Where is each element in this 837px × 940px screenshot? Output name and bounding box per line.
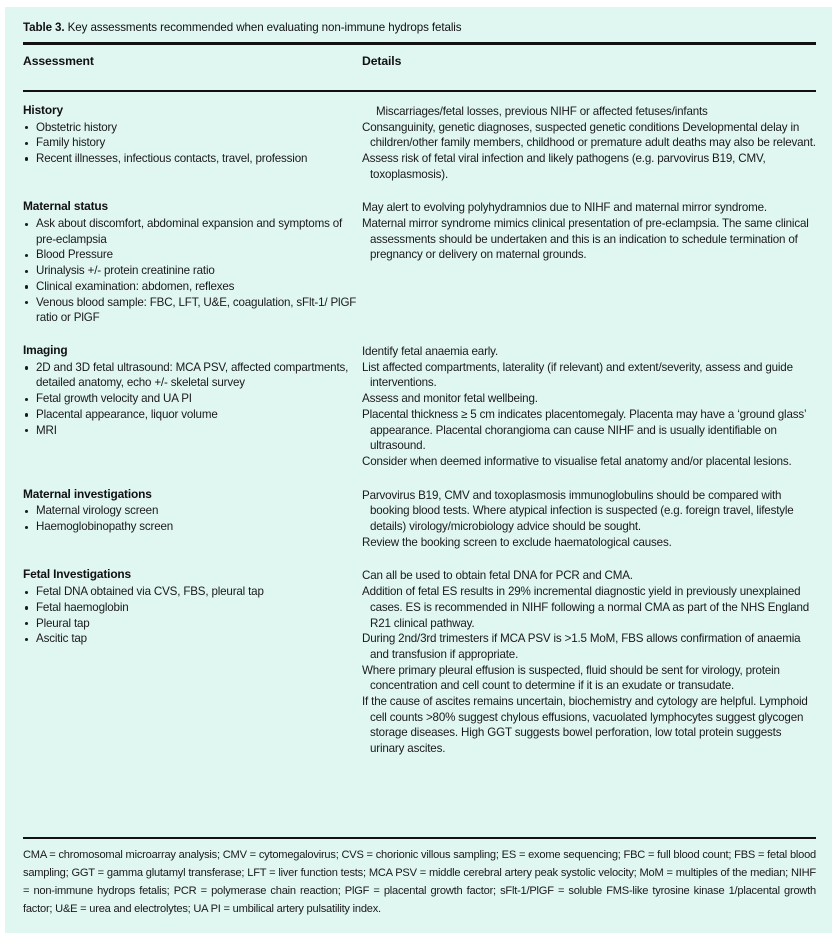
list-item: MRI bbox=[23, 423, 362, 439]
column-header-assessment: Assessment bbox=[23, 53, 94, 68]
detail-paragraph: Maternal mirror syndrome mimics clinical presentation of pre-eclampsia. The same clinical assessments should be undertaken and this is an indication to schedule termination of pregnancy or delivery on maternal grounds. bbox=[362, 217, 809, 262]
table-caption-text: Key assessments recommended when evaluating non-immune hydrops fetalis bbox=[67, 21, 462, 34]
detail-paragraph: Identify fetal anaemia early. bbox=[362, 345, 498, 358]
list-item: Ask about discomfort, abdominal expansion and symptoms of pre-eclampsia bbox=[23, 216, 362, 247]
table-body bbox=[23, 92, 816, 757]
section-title: Fetal Investigations bbox=[23, 567, 132, 582]
section-title: Maternal status bbox=[23, 199, 108, 214]
list-item: Family history bbox=[23, 135, 362, 151]
table-container bbox=[5, 7, 832, 933]
list-item: Ascitic tap bbox=[23, 631, 362, 647]
assessment-cell bbox=[23, 567, 362, 647]
detail-paragraph: Assess and monitor fetal wellbeing. bbox=[362, 392, 538, 406]
section-spacer bbox=[23, 326, 816, 343]
details-cell bbox=[362, 199, 816, 263]
section-title: History bbox=[23, 102, 63, 117]
list-item: 2D and 3D fetal ultrasound: MCA PSV, affected compartments, detailed anatomy, echo +/- skeletal survey bbox=[23, 360, 362, 391]
table-caption bbox=[23, 7, 816, 42]
list-item: Fetal DNA obtained via CVS, FBS, pleural tap bbox=[23, 584, 362, 600]
assessment-cell bbox=[23, 487, 362, 535]
table-row bbox=[23, 199, 816, 326]
detail-paragraph: During 2nd/3rd trimesters if MCA PSV is >1.5 MoM, FBS allows confirmation of anaemia and transfusion if appropriate. bbox=[362, 632, 801, 661]
list-item: Fetal haemoglobin bbox=[23, 600, 362, 616]
list-item: Venous blood sample: FBC, LFT, U&E, coagulation, sFlt-1/ PlGF ratio or PlGF bbox=[23, 295, 362, 326]
section-title: Imaging bbox=[23, 343, 68, 357]
list-item: Urinalysis +/- protein creatinine ratio bbox=[23, 263, 362, 279]
details-cell bbox=[362, 343, 816, 470]
table-row bbox=[23, 103, 816, 183]
assessment-cell bbox=[23, 343, 362, 438]
assessment-list bbox=[23, 584, 362, 647]
detail-paragraph: Consider when deemed informative to visualise fetal anatomy and/or placental lesions. bbox=[362, 454, 792, 468]
detail-paragraph: List affected compartments, laterality (if relevant) and extent/severity, assess and guide interventions. bbox=[362, 360, 793, 390]
list-item: Maternal virology screen bbox=[23, 503, 362, 519]
table-inner bbox=[5, 7, 832, 757]
list-item: Clinical examination: abdomen, reflexes bbox=[23, 279, 362, 295]
detail-paragraph: Miscarriages/fetal losses, previous NIHF or affected fetuses/infants bbox=[376, 104, 708, 118]
table-row bbox=[23, 487, 816, 551]
detail-paragraph: Where primary pleural effusion is suspected, fluid should be sent for virology, protein concentration and cell count to determine if it is an exudate or transudate. bbox=[362, 663, 780, 693]
list-item: Pleural tap bbox=[23, 616, 362, 632]
assessment-list bbox=[23, 360, 362, 439]
assessment-list bbox=[23, 120, 362, 167]
assessment-list bbox=[23, 216, 362, 326]
detail-paragraph: Parvovirus B19, CMV and toxoplasmosis immunoglobulins should be compared with booking blood tests. Where atypical infection is suspected (e.g. foreign travel, lifestyle details) virology/microbiology advice should be sought. bbox=[362, 488, 794, 534]
detail-paragraph: May alert to evolving polyhydramnios due to NIHF and maternal mirror syndrome. bbox=[362, 201, 767, 215]
table-header-row bbox=[23, 45, 816, 90]
footnote-block bbox=[23, 837, 816, 933]
list-item: Blood Pressure bbox=[23, 247, 362, 263]
section-title: Maternal investigations bbox=[23, 486, 152, 501]
details-cell bbox=[362, 567, 816, 756]
assessment-cell bbox=[23, 199, 362, 326]
table-row bbox=[23, 567, 816, 756]
assessment-list bbox=[23, 503, 362, 534]
table-caption-label: Table 3. bbox=[23, 21, 65, 34]
list-item: Fetal growth velocity and UA PI bbox=[23, 391, 362, 407]
assessment-cell bbox=[23, 103, 362, 167]
list-item: Obstetric history bbox=[23, 120, 362, 136]
abbreviations-footnote: CMA = chromosomal microarray analysis; CMV = cytomegalovirus; CVS = chorionic villous sampling; ES = exome sequencing; FBC = full blood count; FBS = fetal blood sampling; GGT = gamma glutamyl transferase; LFT = liver function tests; MCA PSV = middle cerebral artery peak systolic velocity; MoM = multiples of the median; NIHF = non-immune hydrops fetalis; PCR = polymerase chain reaction; PlGF = placental growth factor; sFlt-1/PlGF = soluble FMS-like tyrosine kinase 1/placental growth factor; U&E = urea and electrolytes; UA PI = umbilical artery pulsatility index. bbox=[23, 849, 816, 916]
detail-paragraph: Consanguinity, genetic diagnoses, suspected genetic conditions Developmental delay in children/other family members, childhood or premature adult deaths may also be relevant. bbox=[362, 120, 816, 150]
list-item: Haemoglobinopathy screen bbox=[23, 519, 362, 535]
details-cell bbox=[362, 103, 816, 183]
detail-paragraph: Can all be used to obtain fetal DNA for PCR and CMA. bbox=[362, 569, 633, 583]
detail-paragraph: Assess risk of fetal viral infection and likely pathogens (e.g. parvovirus B19, CMV, toxoplasmosis). bbox=[362, 151, 766, 181]
section-spacer bbox=[23, 182, 816, 199]
list-item: Recent illnesses, infectious contacts, travel, profession bbox=[23, 151, 362, 167]
section-spacer bbox=[23, 550, 816, 567]
detail-paragraph: If the cause of ascites remains uncertain, biochemistry and cytology are helpful. Lymphoid cell counts >80% suggest chylous effusions, vacuolated lymphocytes suggest glycogen storage diseases. High GGT suggests bowel perforation, low total protein suggests urinary ascites. bbox=[362, 695, 808, 756]
section-spacer bbox=[23, 470, 816, 487]
list-item: Placental appearance, liquor volume bbox=[23, 407, 362, 423]
column-header-details: Details bbox=[362, 53, 402, 68]
detail-paragraph: Placental thickness ≥ 5 cm indicates placentomegaly. Placenta may have a ‘ground glass’ appearance. Placental chorangioma can cause NIHF and is usually identifiable on ultrasound. bbox=[362, 407, 806, 453]
detail-paragraph: Addition of fetal ES results in 29% incremental diagnostic yield in previously unexplained cases. ES is recommended in NIHF following a normal CMA as part of the NHS England R21 clinical pathway. bbox=[362, 585, 810, 630]
detail-paragraph: Review the booking screen to exclude haematological causes. bbox=[362, 535, 672, 549]
details-cell bbox=[362, 487, 816, 551]
table-row bbox=[23, 343, 816, 470]
